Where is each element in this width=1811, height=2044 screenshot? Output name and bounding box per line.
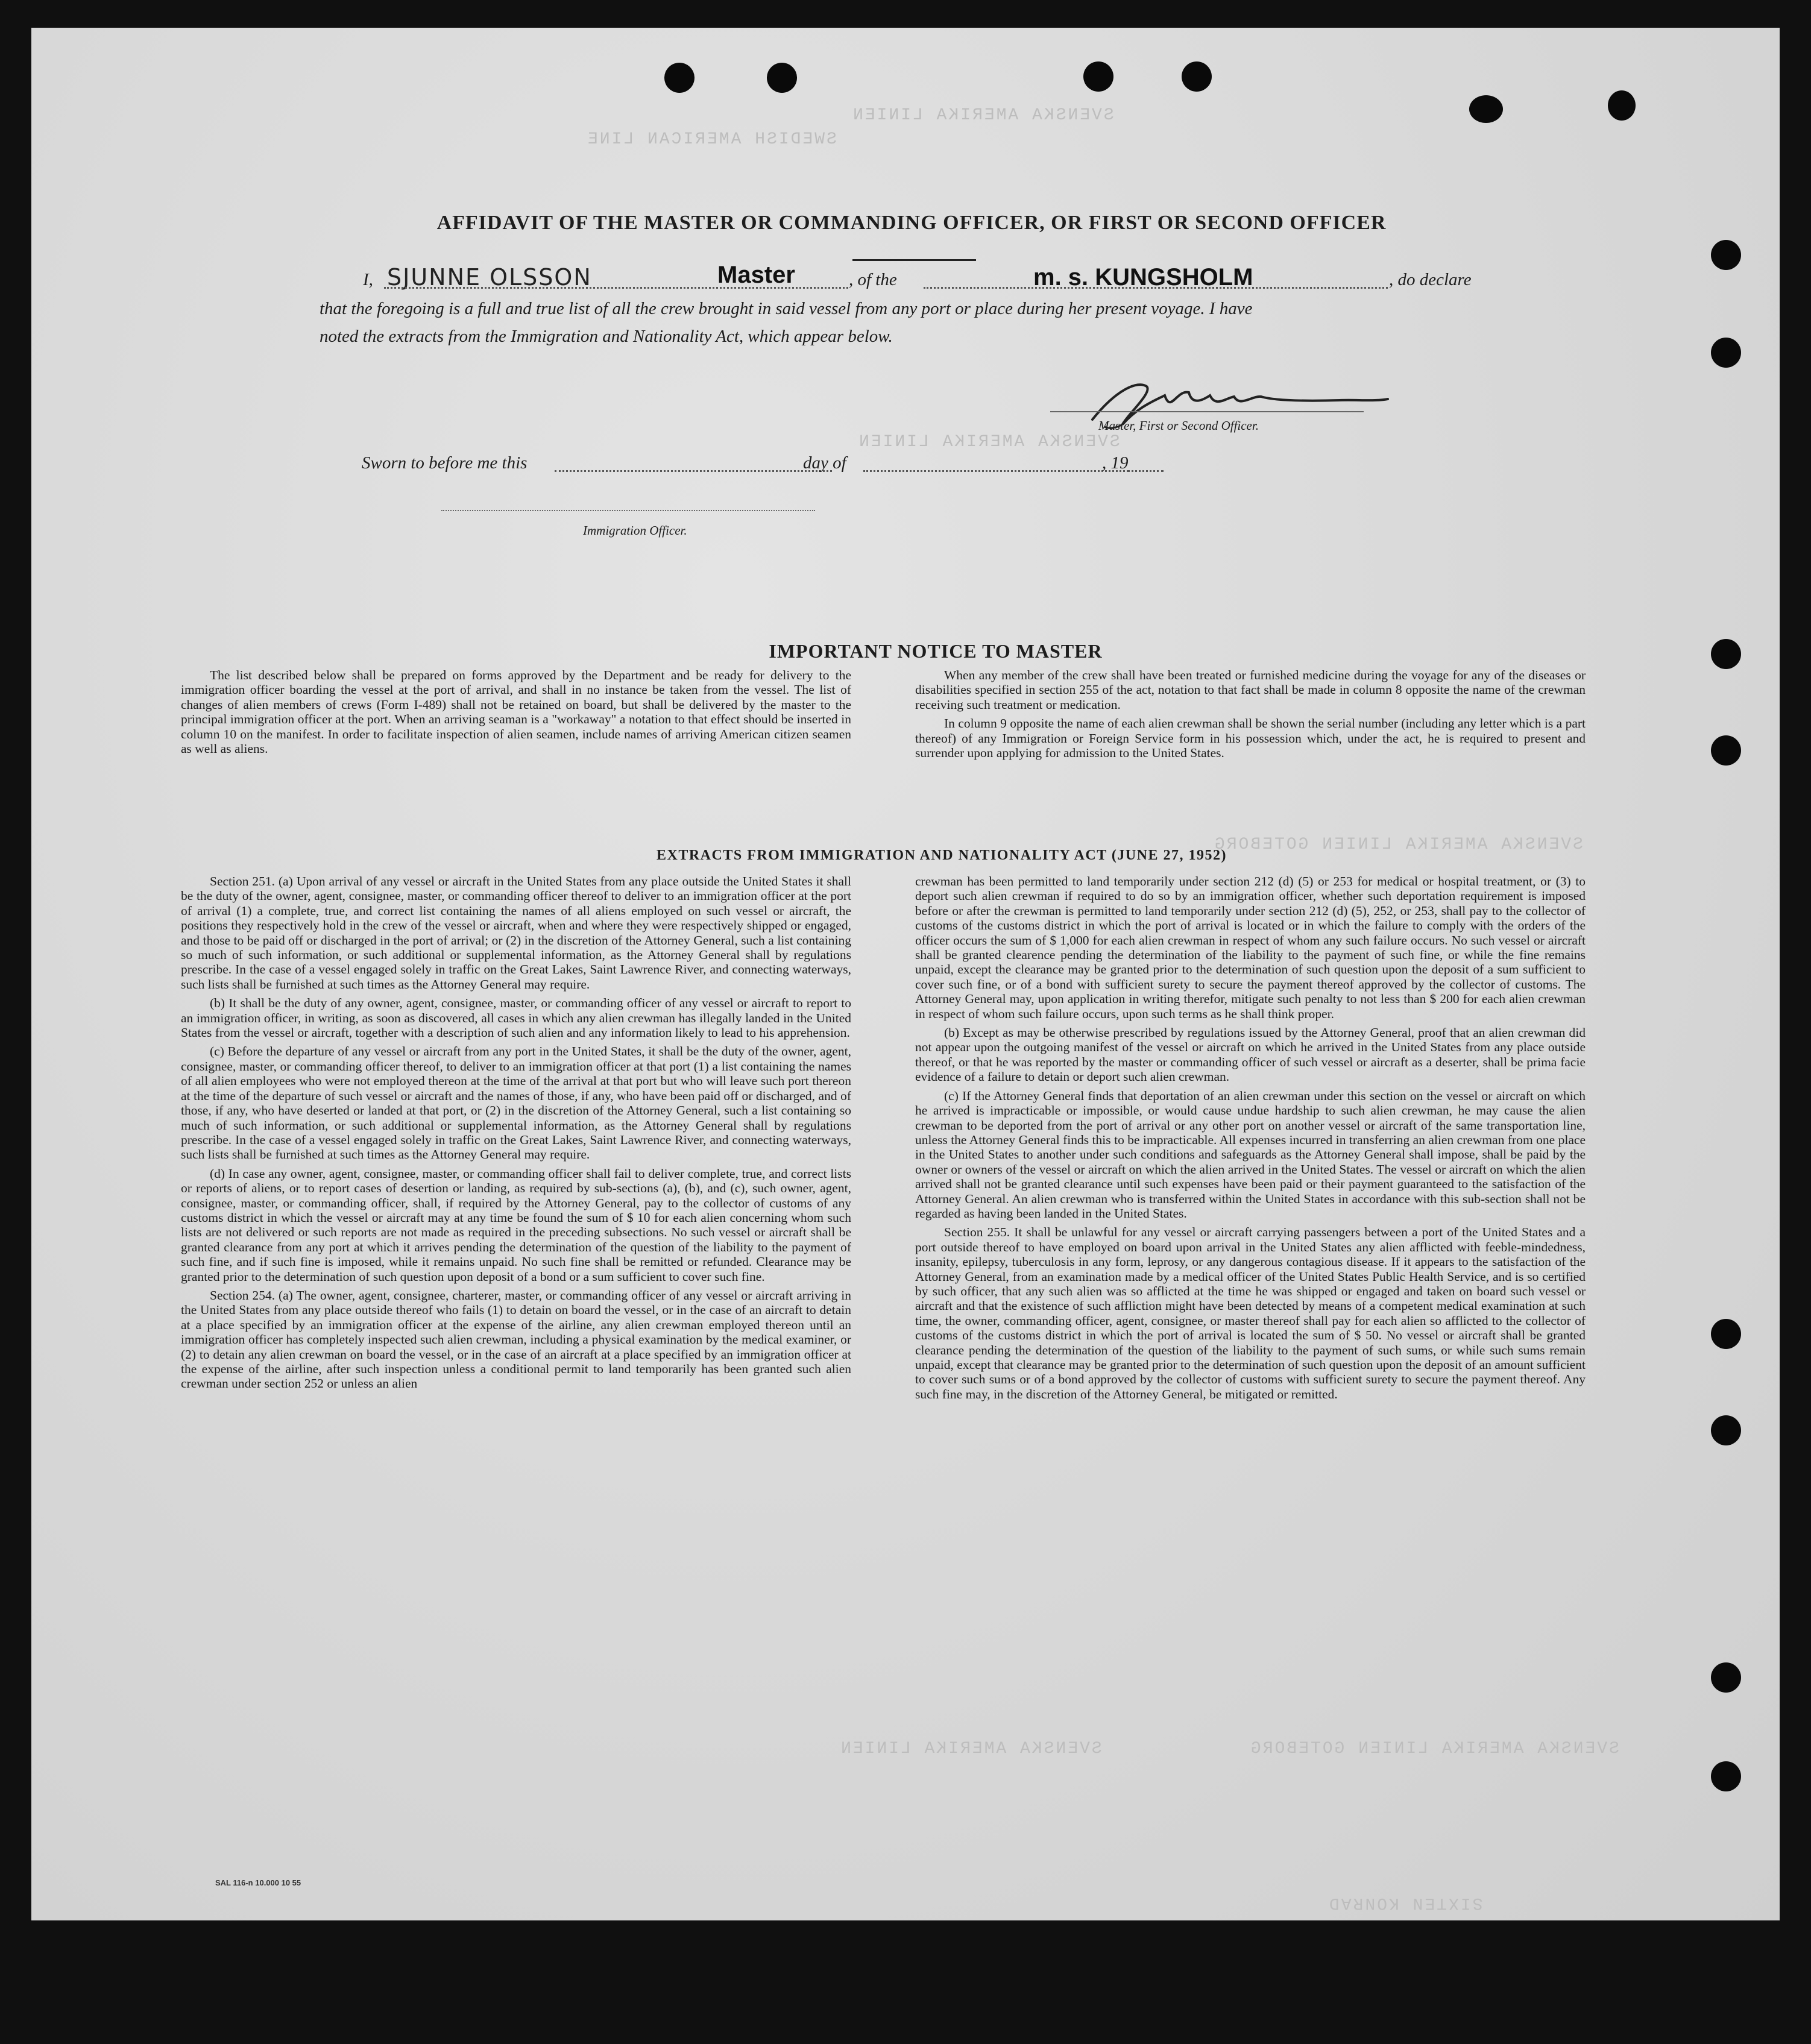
extracts-left-column xyxy=(181,874,851,1391)
section-paragraph: Section 254. (a) The owner, agent, consignee, charterer, master, or commanding officer of any vessel or aircraft arriving in the United States from any place outside thereof who fails (1) to detain on board the vessel, or in the case of an aircraft to detain at a place specified by an immigration officer at the expense of the airline, any alien crewman employed thereon until an immigration officer has completely inspected such alien crewman, including a physical examination by the medical examiner, or (2) to detain any alien crewman on board the vessel, or in the case of an aircraft at a place specified by an immigration officer at the expense of the airline, after such inspection unless a conditional permit to land temporarily has been granted such alien crewman under section 252 or unless an alien xyxy=(181,1288,851,1391)
section-paragraph: (c) If the Attorney General finds that deportation of an alien crewman under this section on the vessel or aircraft on which he arrived is impracticable or impossible, or would cause undue hardship to such alien crewman, he may cause the alien crewman to be deported from the port of arrival or any other port on another vessel or aircraft of the same transportation line, unless the Attorney General finds this to be impracticable. All expenses incurred in transferring an alien crewman from one place in the United States to another under such conditions and safeguards as the Attorney General shall impose, shall be paid by the owner or owners of the vessel or aircraft on which the alien arrived in the United States. The vessel or aircraft on which the alien arrived shall not be granted clearance until such expenses have been paid or their payment guaranteed to the satisfaction of the Attorney General. An alien crewman who is transferred within the United States in accordance with this sub-section shall not be regarded as having been landed in the United States. xyxy=(915,1088,1586,1221)
punch-hole xyxy=(1182,61,1212,92)
bleed-through-text: SIXTEN KONRAD xyxy=(1328,1893,1483,1912)
notice-paragraph: When any member of the crew shall have been treated or furnished medicine during the voyage for any of the diseases or disabilities specified in section 255 of the act, notation to that fact shall be made in column 8 opposite the name of the crewman receiving such treatment or medication. xyxy=(915,668,1586,712)
section-paragraph: Section 255. It shall be unlawful for any vessel or aircraft carrying passengers between a port of the United States and a port outside thereof to have employed on board upon arrival in the United States any alien afflicted with feeble-mindedness, insanity, epilepsy, tuberculosis in any form, leprosy, or any dangerous contagious disease. If it appears to the satisfaction of the Attorney General, from an examination made by a medical officer of the United States Public Health Service, and is so certified by such officer, that any such alien was so afflicted at the time he was shipped or engaged and taken on board such vessel or aircraft and that the existence of such affliction might have been detected by means of a competent medical examination at such time, the owner, commanding officer, agent, consignee, or master thereof shall pay for each alien so afflicted to the collector of customs of the customs district in which the port of arrival is located the sum of $ 50. No vessel or aircraft shall be granted clearance pending the determination of the question of the liability to the payment of such sums, or while such sums remain unpaid, except that clearance may be granted prior to the determination of such question upon the deposit of an amount sufficient to cover such sums or of a bond approved by the collector of customs with sufficient surety to secure the payment thereof. Any such fine may, in the discretion of the Attorney General, be mitigated or remitted. xyxy=(915,1225,1586,1401)
section-paragraph: (b) It shall be the duty of any owner, agent, consignee, master, or commanding officer of any vessel or aircraft to report to an immigration officer, in writing, as soon as discovered, all cases in which any alien crewman has illegally landed in the United States from the vessel or aircraft, together with a description of such alien and any information likely to lead to his apprehension. xyxy=(181,996,851,1040)
master-name-handwritten: SJUNNE OLSSON xyxy=(387,264,592,291)
sworn-month-dotted-line xyxy=(863,470,1129,472)
punch-hole xyxy=(1083,61,1113,92)
punch-hole xyxy=(1711,1415,1741,1445)
punch-hole xyxy=(1711,735,1741,766)
punch-hole xyxy=(1711,1662,1741,1693)
notice-paragraph: The list described below shall be prepared on forms approved by the Department and be ready for delivery to the immigration officer boarding the vessel at the port of arrival, and shall in no instance be taken from the vessel. The list of changes of alien members of crews (Form I-489) shall not be retained on board, but shall be delivered by the master to the principal immigration officer at the port. When an arriving seaman is a "workaway" a notation to that effect should be inserted in column 10 on the manifest. In order to facilitate inspection of alien seamen, include names of arriving American citizen seamen as well as aliens. xyxy=(181,668,851,756)
year-label: , 19 xyxy=(1102,453,1129,473)
rank-typed: Master xyxy=(717,262,795,288)
declaration-line-3: noted the extracts from the Immigration and Nationality Act, which appear below. xyxy=(320,327,893,346)
day-of-label: day of xyxy=(803,453,846,473)
immigration-officer-line xyxy=(441,510,815,511)
signature-line xyxy=(1050,411,1364,412)
immigration-officer-caption: Immigration Officer. xyxy=(583,523,687,538)
bleed-through-text: SVENSKA AMERIKA LINIEN xyxy=(851,106,1114,125)
sworn-label: Sworn to before me this xyxy=(362,453,528,473)
punch-hole xyxy=(664,63,694,93)
do-declare-label: , do declare xyxy=(1389,270,1472,289)
sworn-day-dotted-line xyxy=(555,470,832,472)
bleed-through-text: SVENSKA AMERIKA LINIEN GOTEBORG xyxy=(1213,835,1583,854)
declaration-prefix: I, xyxy=(363,270,373,289)
document-page xyxy=(31,28,1780,1920)
section-paragraph: (d) In case any owner, agent, consignee, master, or commanding officer shall fail to deliver complete, true, and correct lists or reports of aliens, or to report cases of desertion or landing, as required by sub-sections (a), (b), and (c), such owner, agent, consignee, master, or commanding officer, shall, if required by the Attorney General, pay to the collector of customs of any customs district in which the vessel or aircraft may at any time be found the sum of $ 10 for each alien concerning whom such lists are not delivered or such reports are not made as required in the preceding subsections. No such vessel or aircraft shall be granted clearance from any port at which it arrives pending the determination of the question of the liability to the payment of such fine, and if such fine is imposed, while it remains unpaid. No such fine shall be remitted or refunded. Clearance may be granted prior to the determination of such question upon deposit of a bond or a sum sufficient to cover such fine. xyxy=(181,1166,851,1284)
notice-paragraph: In column 9 opposite the name of each alien crewman shall be shown the serial number (including any letter which is a part thereof) of any Immigration or Foreign Service form in his possession which, under the act, he is required to present and surrender upon applying for admission to the United States. xyxy=(915,716,1586,761)
form-footer-code: SAL 116-n 10.000 10 55 xyxy=(215,1878,301,1887)
punch-hole xyxy=(1608,90,1636,121)
of-the-label: , of the xyxy=(849,270,897,289)
bleed-through-text: SVENSKA AMERIKA LINIEN xyxy=(857,433,1120,451)
punch-hole xyxy=(767,63,797,93)
declaration-line-2: that the foregoing is a full and true list of all the crew brought in said vessel from any port or place during her present voyage. I have xyxy=(320,299,1253,318)
punch-hole xyxy=(1711,639,1741,669)
bleed-through-text: SVENSKA AMERIKA LINIEN xyxy=(839,1740,1102,1758)
notice-title: IMPORTANT NOTICE TO MASTER xyxy=(769,640,1103,662)
extracts-right-column xyxy=(915,874,1586,1401)
title-divider xyxy=(852,259,976,261)
vessel-name-typed: m. s. KUNGSHOLM xyxy=(1033,264,1253,291)
extracts-title: EXTRACTS FROM IMMIGRATION AND NATIONALITY ACT (JUNE 27, 1952) xyxy=(657,847,1227,863)
punch-hole xyxy=(1711,1319,1741,1349)
punch-hole xyxy=(1469,95,1503,123)
punch-hole xyxy=(1711,240,1741,270)
affidavit-title: AFFIDAVIT OF THE MASTER OR COMMANDING OFFICER, OR FIRST OR SECOND OFFICER xyxy=(436,212,1387,234)
punch-hole xyxy=(1711,338,1741,368)
punch-hole xyxy=(1711,1761,1741,1791)
notice-right-column xyxy=(915,668,1586,760)
bleed-through-text: SVENSKA AMERIKA LINIEN GOTEBORG xyxy=(1249,1740,1619,1758)
signature-caption: Master, First or Second Officer. xyxy=(1098,418,1259,433)
section-paragraph: crewman has been permitted to land temporarily under section 212 (d) (5) or 253 for medical or hospital treatment, or (3) to deport such alien crewman if required to do so by an immigration officer, whether such deportation requirement is imposed before or after the crewman is permitted to land temporarily under section 212 (d) (5), 252, or 253, shall pay to the collector of customs of the customs district in which the port of arrival is located or in which the failure to comply with the orders of the officer occurs the sum of $ 1,000 for each alien crewman in respect of whom any such failure occurs. No such vessel or aircraft shall be granted clearence pending the determination of the liability to the payment of such fine, or while the fine remains unpaid, except the clearance may be granted prior to the determination of such question upon the deposit of a sum sufficient to cover such fine, or of a bond with sufficient surety to secure the payment thereof approved by the collector of customs. The Attorney General may, upon application in writing therefor, mitigate such penalty to not less than $ 200 for each alien crewman in respect of whom such failure occurs, upon such terms as he shall think proper. xyxy=(915,874,1586,1021)
year-dotted-line xyxy=(1127,470,1164,472)
section-paragraph: Section 251. (a) Upon arrival of any vessel or aircraft in the United States from any place outside the United States it shall be the duty of the owner, agent, consignee, master, or commanding officer thereof to deliver to an immigration officer at the port of arrival (1) a complete, true, and correct list containing the names of all aliens employed on such vessel or aircraft, the positions they respectively hold in the crew of the vessel or aircraft, when and where they were respectively shipped or engaged, and those to be paid off or discharged in the port of arrival; or (2) in the discretion of the Attorney General, such a list containing so much of such information, or such additional or supplemental information, as the Attorney General shall by regulations prescribe. In the case of a vessel engaged solely in traffic on the Great Lakes, Saint Lawrence River, and connecting waterways, such lists shall be furnished at such times as the Attorney General may require. xyxy=(181,874,851,992)
notice-left-column xyxy=(181,668,851,756)
section-paragraph: (b) Except as may be otherwise prescribed by regulations issued by the Attorney General, proof that an alien crewman did not appear upon the outgoing manifest of the vessel or aircraft on which he arrived in the United States from any place outside thereof, or that he was reported by the master or commanding officer of such vessel or aircraft as a deserter, shall be prima facie evidence of a failure to detain or deport such alien crewman. xyxy=(915,1025,1586,1084)
section-paragraph: (c) Before the departure of any vessel or aircraft from any port in the United States, it shall be the duty of the owner, agent, consignee, master, or commanding officer thereof, to deliver to an immigration officer at that port (1) a list containing the names of all alien employees who were not employed thereon at the time of the arrival at that port but who will leave such port thereon at the time of the departure of such vessel or aircraft and the names of those, if any, who have been paid off or discharged, and of those, if any, who have deserted or landed at that port, or (2) in the discretion of the Attorney General, such a list containing so much of such information, or such additional or supplemental information, as the Attorney General shall by regulations prescribe. In the case of a vessel engaged solely in traffic on the Great Lakes, Saint Lawrence River, and connecting waterways, such lists shall be furnished at such times as the Attorney General may require. xyxy=(181,1044,851,1162)
bleed-through-text: SWEDISH AMERICAN LINE xyxy=(586,130,837,149)
